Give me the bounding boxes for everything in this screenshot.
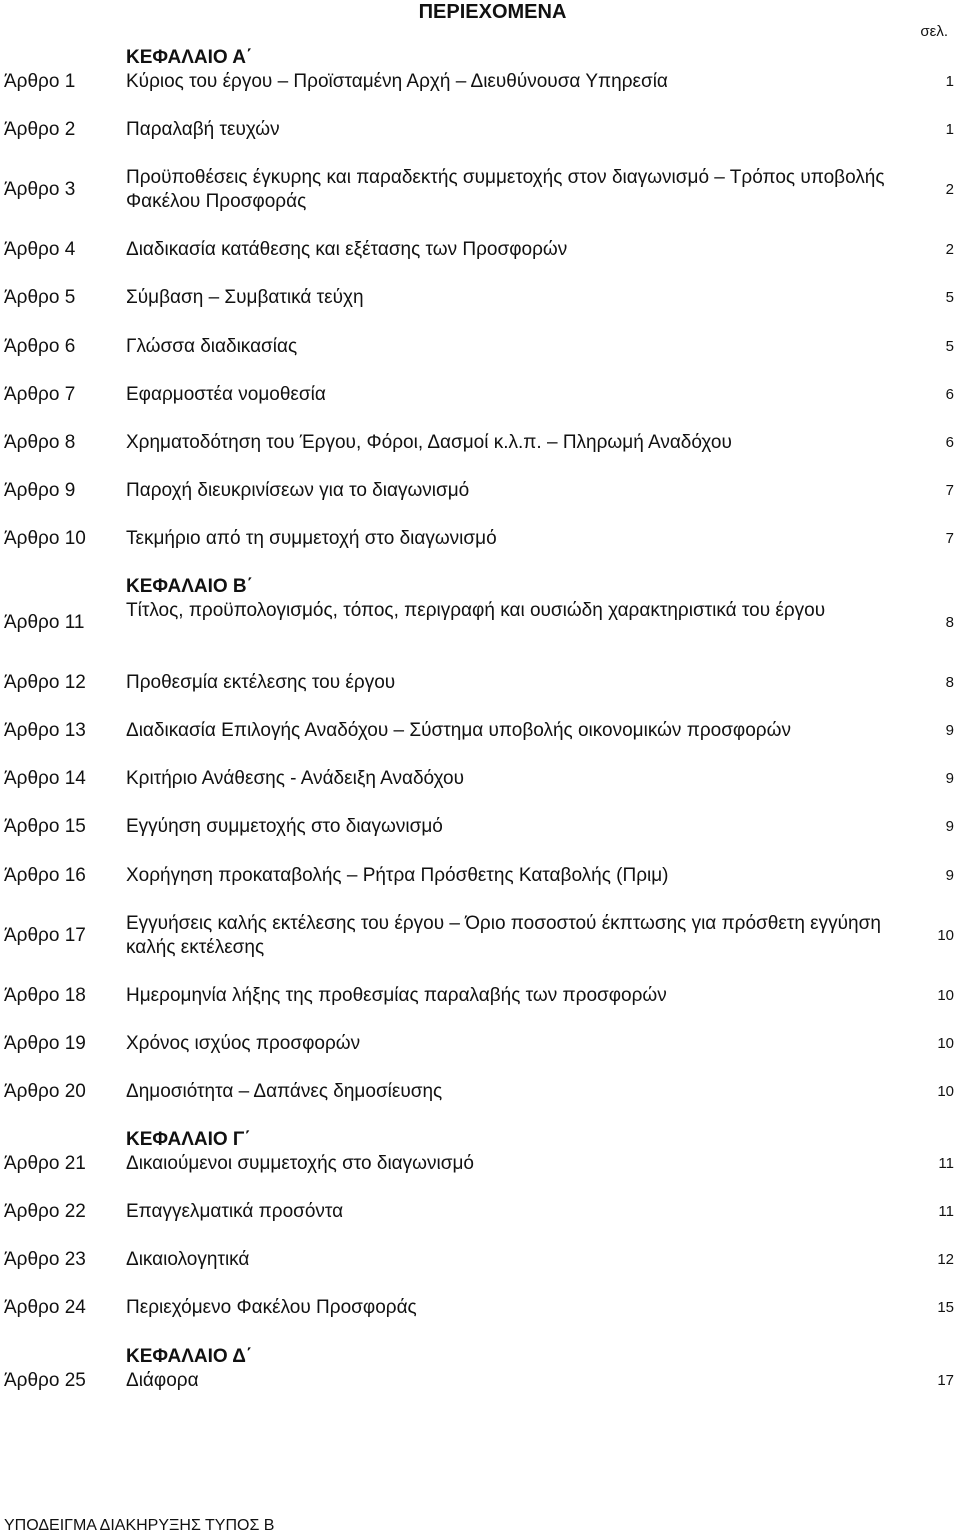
toc-article-number: Άρθρο 23 <box>4 1249 86 1270</box>
toc-entry[interactable] <box>126 912 886 960</box>
toc-page-number: 10 <box>937 1083 954 1100</box>
toc-page-number: 1 <box>945 121 954 138</box>
toc-page-number: 2 <box>945 241 954 258</box>
toc-article-number: Άρθρο 1 <box>4 71 76 92</box>
toc-page-number: 6 <box>945 386 954 403</box>
toc-page-number: 15 <box>937 1299 954 1316</box>
toc-entry[interactable] <box>126 238 886 262</box>
toc-entry-title: Προθεσμία εκτέλεσης του έργου <box>126 672 396 693</box>
toc-article-number: Άρθρο 5 <box>4 287 76 308</box>
toc-entry-title: Παραλαβή τευχών <box>126 119 280 140</box>
toc-entry[interactable] <box>126 1032 886 1056</box>
toc-article-number: Άρθρο 9 <box>4 480 76 501</box>
toc-entry[interactable] <box>126 1248 886 1272</box>
page-column-label: σελ. <box>920 23 948 40</box>
toc-entry[interactable] <box>126 46 886 94</box>
toc-entry[interactable] <box>126 431 886 455</box>
toc-article-number: Άρθρο 22 <box>4 1201 86 1222</box>
toc-article-number: Άρθρο 25 <box>4 1370 86 1391</box>
toc-chapter-heading: ΚΕΦΑΛΑΙΟ Γ΄ <box>126 1129 251 1150</box>
toc-page-number: 2 <box>945 181 954 198</box>
toc-entry-title: Παροχή διευκρινίσεων για το διαγωνισμό <box>126 480 470 501</box>
toc-entry[interactable] <box>126 767 886 791</box>
toc-page-number: 11 <box>938 1203 954 1220</box>
toc-chapter-heading: ΚΕΦΑΛΑΙΟ Α΄ <box>126 47 253 68</box>
toc-entry[interactable] <box>126 671 886 695</box>
toc-page-number: 9 <box>945 770 954 787</box>
toc-page-number: 10 <box>937 987 954 1004</box>
toc-entry-title: Διαδικασία κατάθεσης και εξέτασης των Προσφορών <box>126 239 568 260</box>
toc-article-number: Άρθρο 6 <box>4 336 76 357</box>
toc-page-number: 8 <box>945 674 954 691</box>
toc-page-number: 5 <box>945 338 954 355</box>
toc-entry-title: Εγγύηση συμμετοχής στο διαγωνισμό <box>126 816 443 837</box>
toc-title: ΠΕΡΙΕΧΟΜΕΝΑ <box>418 1 567 23</box>
toc-entry[interactable] <box>126 1200 886 1224</box>
toc-entry-title: Δημοσιότητα – Δαπάνες δημοσίευσης <box>126 1081 443 1102</box>
toc-entry-title: Περιεχόμενο Φακέλου Προσφοράς <box>126 1297 417 1318</box>
document-footer: ΥΠΟΔΕΙΓΜΑ ΔΙΑΚΗΡΥΞΗΣ ΤΥΠΟΣ Β <box>4 1517 275 1534</box>
toc-article-number: Άρθρο 7 <box>4 384 76 405</box>
toc-entry-title: Κύριος του έργου – Προϊσταμένη Αρχή – Διευθύνουσα Υπηρεσία <box>126 71 668 92</box>
toc-article-number: Άρθρο 15 <box>4 816 86 837</box>
toc-entry[interactable] <box>126 383 886 407</box>
toc-page-number: 11 <box>938 1155 954 1172</box>
toc-entry-title: Επαγγελματικά προσόντα <box>126 1201 344 1222</box>
toc-page-number: 6 <box>945 434 954 451</box>
toc-article-number: Άρθρο 19 <box>4 1033 86 1054</box>
toc-entry-title: Εφαρμοστέα νομοθεσία <box>126 384 326 405</box>
toc-page-number: 9 <box>945 722 954 739</box>
toc-entry-title: Ημερομηνία λήξης της προθεσμίας παραλαβής των προσφορών <box>126 985 667 1006</box>
toc-chapter-heading: ΚΕΦΑΛΑΙΟ Δ΄ <box>126 1346 253 1367</box>
toc-entry[interactable] <box>126 118 886 142</box>
toc-article-number: Άρθρο 20 <box>4 1081 86 1102</box>
toc-page-number: 5 <box>945 289 954 306</box>
toc-article-number: Άρθρο 10 <box>4 528 86 549</box>
toc-entry-title: Γλώσσα διαδικασίας <box>126 336 298 357</box>
toc-chapter-heading: ΚΕΦΑΛΑΙΟ Β΄ <box>126 576 253 597</box>
toc-entry[interactable] <box>126 166 886 214</box>
toc-entry[interactable] <box>126 1296 886 1320</box>
toc-entry-title: Χρηματοδότηση του Έργου, Φόροι, Δασμοί κ.λ.π. – Πληρωμή Αναδόχου <box>126 432 732 453</box>
toc-entry[interactable] <box>126 286 886 310</box>
toc-page-number: 10 <box>937 927 954 944</box>
toc-entry-title: Εγγυήσεις καλής εκτέλεσης του έργου – Όριο ποσοστού έκπτωσης για πρόσθετη εγγύηση καλής εκτέλεσης <box>126 913 881 958</box>
toc-article-number: Άρθρο 4 <box>4 239 76 260</box>
toc-entry[interactable] <box>126 335 886 359</box>
toc-entry-title: Προϋποθέσεις έγκυρης και παραδεκτής συμμετοχής στον διαγωνισμό – Τρόπος υποβολής Φακέλου Προσφοράς <box>126 167 885 212</box>
toc-entry-title: Δικαιούμενοι συμμετοχής στο διαγωνισμό <box>126 1153 474 1174</box>
toc-page-number: 12 <box>937 1251 954 1268</box>
toc-entry[interactable] <box>126 864 886 888</box>
toc-entry[interactable] <box>126 527 886 551</box>
toc-entry-title: Σύμβαση – Συμβατικά τεύχη <box>126 287 364 308</box>
toc-entry[interactable] <box>126 1080 886 1104</box>
toc-entry[interactable] <box>126 575 886 623</box>
toc-page-number: 9 <box>945 867 954 884</box>
toc-entry[interactable] <box>126 984 886 1008</box>
toc-page-number: 7 <box>945 482 954 499</box>
toc-entry-title: Τεκμήριο από τη συμμετοχή στο διαγωνισμό <box>126 528 497 549</box>
toc-article-number: Άρθρο 16 <box>4 865 86 886</box>
toc-entry-title: Διάφορα <box>126 1370 199 1391</box>
toc-article-number: Άρθρο 3 <box>4 179 76 200</box>
toc-entry-title: Δικαιολογητικά <box>126 1249 250 1270</box>
toc-article-number: Άρθρο 8 <box>4 432 76 453</box>
toc-article-number: Άρθρο 2 <box>4 119 76 140</box>
toc-article-number: Άρθρο 14 <box>4 768 86 789</box>
toc-entry-title: Διαδικασία Επιλογής Αναδόχου – Σύστημα υποβολής οικονομικών προσφορών <box>126 720 791 741</box>
toc-entry-title: Χορήγηση προκαταβολής – Ρήτρα Πρόσθετης Καταβολής (Πριμ) <box>126 865 669 886</box>
toc-article-number: Άρθρο 11 <box>4 612 85 633</box>
toc-entry[interactable] <box>126 479 886 503</box>
toc-article-number: Άρθρο 21 <box>4 1153 86 1174</box>
toc-article-number: Άρθρο 13 <box>4 720 86 741</box>
toc-entry-title: Χρόνος ισχύος προσφορών <box>126 1033 361 1054</box>
toc-article-number: Άρθρο 24 <box>4 1297 86 1318</box>
toc-article-number: Άρθρο 18 <box>4 985 86 1006</box>
toc-article-number: Άρθρο 17 <box>4 925 86 946</box>
toc-entry[interactable] <box>126 1345 886 1393</box>
toc-entry[interactable] <box>126 1128 886 1176</box>
toc-entry-title: Κριτήριο Ανάθεσης - Ανάδειξη Αναδόχου <box>126 768 464 789</box>
toc-entry-title: Τίτλος, προϋπολογισμός, τόπος, περιγραφή και ουσιώδη χαρακτηριστικά του έργου <box>126 600 826 621</box>
toc-page-number: 17 <box>937 1372 954 1389</box>
toc-page-number: 9 <box>945 818 954 835</box>
toc-page-number: 10 <box>937 1035 954 1052</box>
toc-page-number: 7 <box>945 530 954 547</box>
toc-entry[interactable] <box>126 815 886 839</box>
toc-article-number: Άρθρο 12 <box>4 672 86 693</box>
toc-page-number: 1 <box>945 73 954 90</box>
toc-entry[interactable] <box>126 719 886 743</box>
toc-page-number: 8 <box>945 614 954 631</box>
